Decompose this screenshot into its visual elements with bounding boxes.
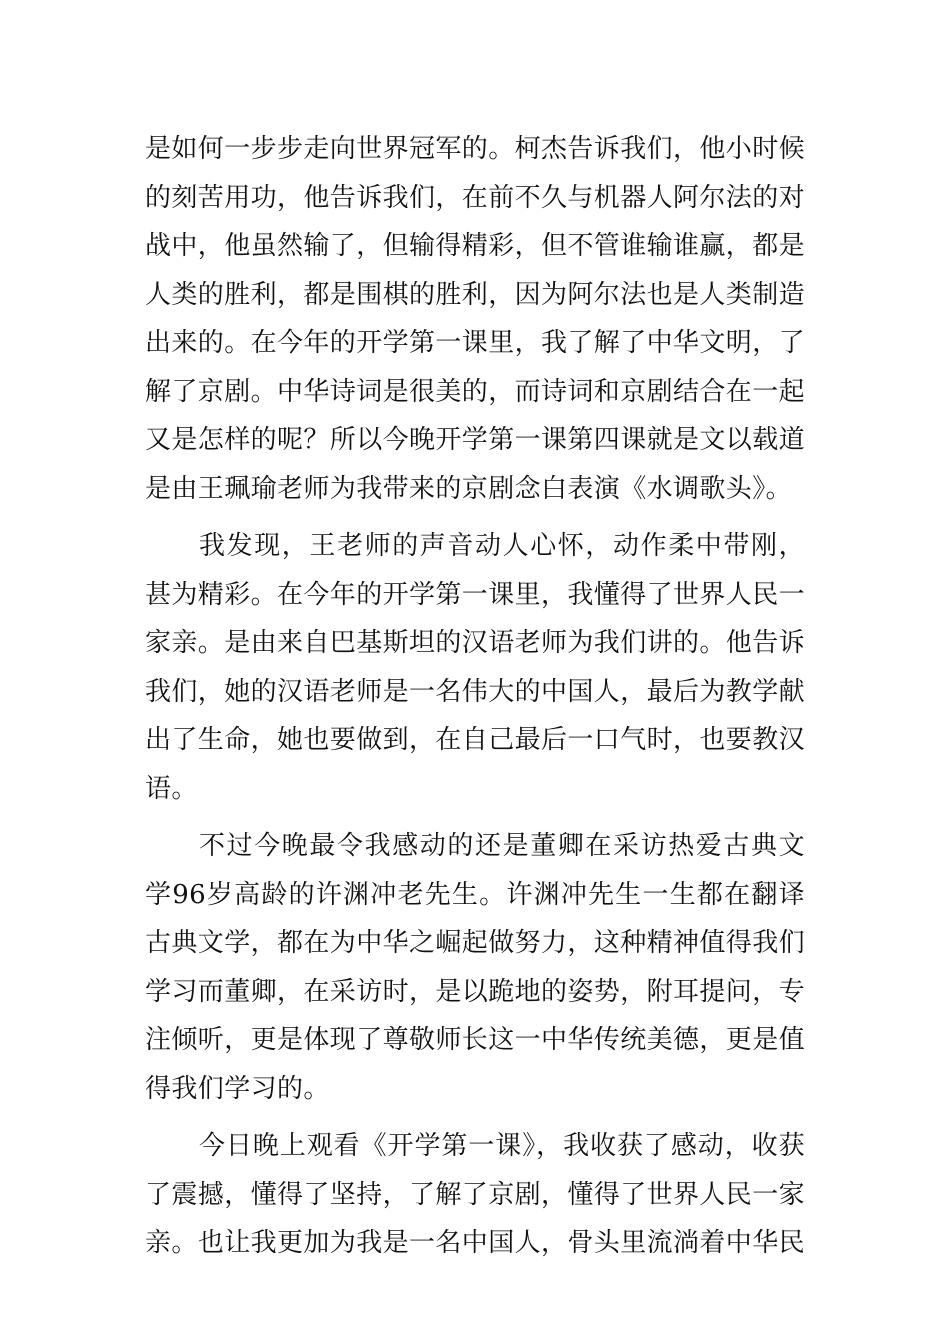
document-body: [145, 125, 805, 1268]
paragraph-3: 不过今晚最令我感动的还是董卿在采访热爱古典文学96岁高龄的许渊冲老先生。许渊冲先生一生都在翻译古典文学，都在为中华之崛起做努力，这种精神值得我们学习而董卿，在采访时，是以跪地的姿势，附耳提问，专注倾听，更是体现了尊敬师长这一中华传统美德，更是值得我们学习的。: [145, 831, 806, 1104]
paragraph-2: 我发现，王老师的声音动人心怀，动作柔中带刚，甚为精彩。在今年的开学第一课里，我懂得了世界人民一家亲。是由来自巴基斯坦的汉语老师为我们讲的。他告诉我们，她的汉语老师是一名伟大的中国人，最后为教学献出了生命，她也要做到，在自己最后一口气时，也要教汉语。: [145, 531, 806, 804]
paragraph-1: 是如何一步步走向世界冠军的。柯杰告诉我们，他小时候的刻苦用功，他告诉我们，在前不久与机器人阿尔法的对战中，他虽然输了，但输得精彩，但不管谁输谁赢，都是人类的胜利，都是围棋的胜利，因为阿尔法也是人类制造出来的。在今年的开学第一课里，我了解了中华文明，了解了京剧。中华诗词是很美的，而诗词和京剧结合在一起又是怎样的呢？所以今晚开学第一课第四课就是文以载道是由王珮瑜老师为我带来的京剧念白表演《水调歌头》。: [145, 134, 806, 504]
paragraph-4: 今日晚上观看《开学第一课》，我收获了感动，收获了震撼，懂得了坚持，了解了京剧，懂得了世界人民一家亲。也让我更加为我是一名中国人，骨头里流淌着中华民: [145, 1131, 806, 1258]
